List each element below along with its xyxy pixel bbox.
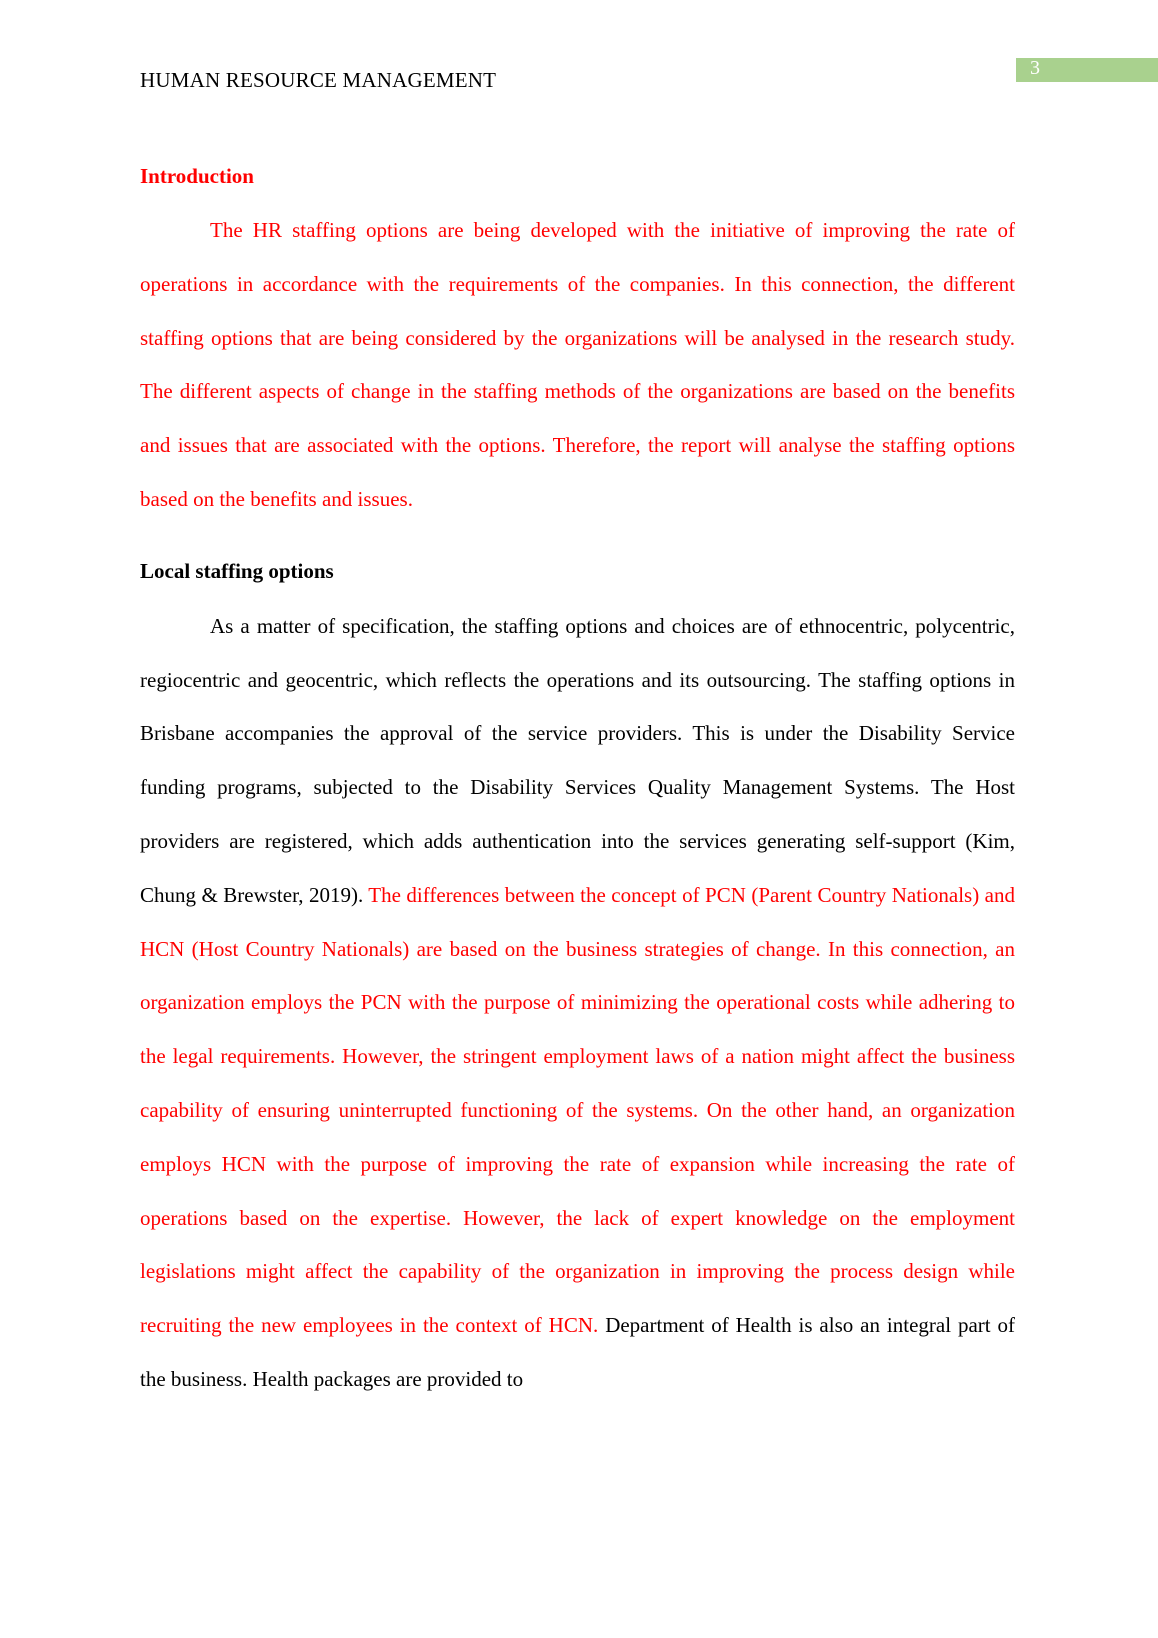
page-number: 3	[1030, 57, 1040, 79]
document-body	[140, 160, 1015, 1407]
introduction-heading: Introduction	[140, 164, 254, 188]
local-staffing-heading: Local staffing options	[140, 558, 334, 583]
local-staffing-text-black-continued: Department of Health is also an integral part of the business. Health packages are provided to	[140, 1313, 1016, 1391]
introduction-paragraph: The HR staffing options are being developed with the initiative of improving the rate of operations in accordance with the requirements of the companies. In this connection, the different staffing options that are being considered by the organizations will be analysed in the research study. The different aspects of change in the staffing methods of the organizations are based on the benefits and issues that are associated with the options. Therefore, the report will analyse the staffing options based on the benefits and issues.	[140, 218, 1015, 511]
running-head: HUMAN RESOURCE MANAGEMENT	[140, 68, 497, 92]
page-number-badge	[1016, 58, 1158, 82]
local-staffing-paragraph	[140, 600, 1015, 1407]
local-staffing-text-red: The differences between the concept of PCN (Parent Country Nationals) and HCN (Host Country Nationals) are based on the business strategies of change. In this connection, an organization employs the PCN with the purpose of minimizing the operational costs while adhering to the legal requirements. However, the stringent employment laws of a nation might affect the business capability of ensuring uninterrupted functioning of the systems. On the other hand, an organization employs HCN with the purpose of improving the rate of expansion while increasing the rate of operations based on the expertise. However, the lack of expert knowledge on the employment legislations might affect the capability of the organization in improving the process design while recruiting the new employees in the context of HCN.	[140, 882, 1015, 1338]
local-staffing-text-black: As a matter of specification, the staffing options and choices are of ethnocentric, polycentric, regiocentric and geocentric, which reflects the operations and its outsourcing. The staffing options in Brisbane accompanies the approval of the service providers. This is under the Disability Service funding programs, subjected to the Disability Services Quality Management Systems. The Host providers are registered, which adds authentication into the services generating self-support (Kim, Chung & Brewster, 2019).	[140, 613, 1015, 907]
